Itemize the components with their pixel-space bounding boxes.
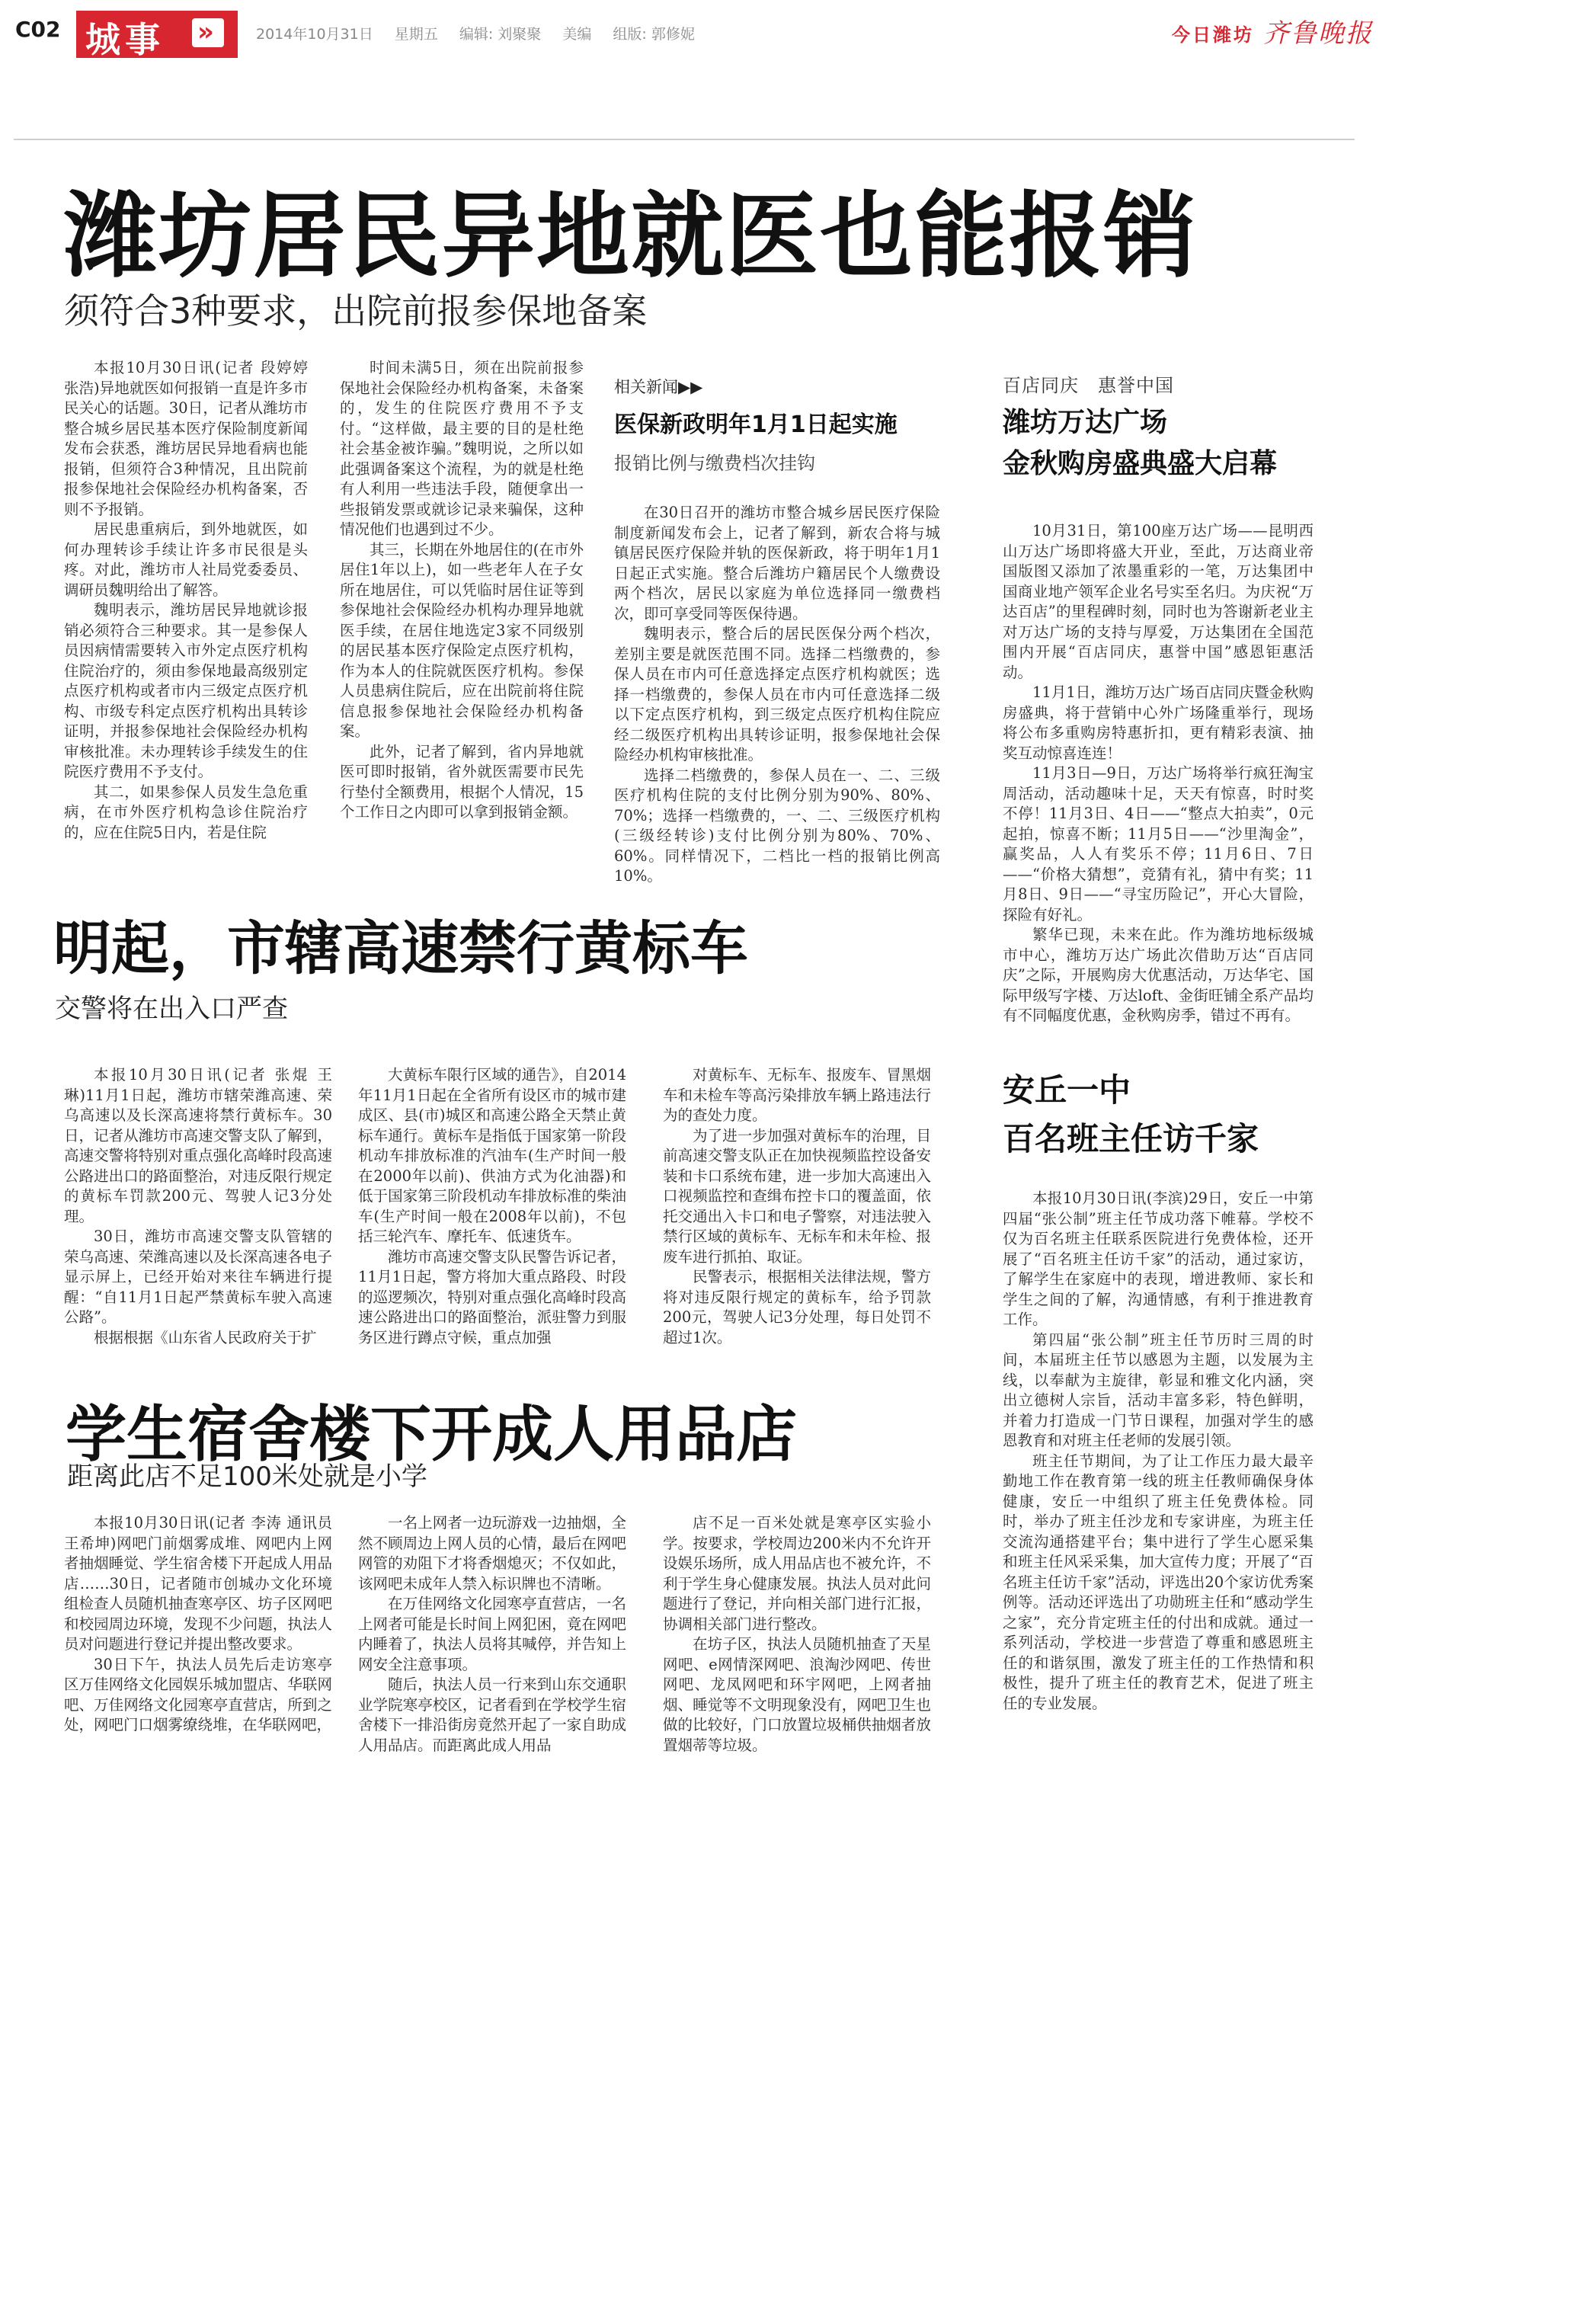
double-chevron-icon bbox=[192, 18, 224, 47]
article3-column-1 bbox=[64, 1513, 332, 1736]
related-news-paragraph: 在30日召开的潍坊市整合城乡居民医疗保险制度新闻发布会上，记者了解到，新农合将与城镇居民医疗保险并轨的医保新政，将于明年1月1日起正式实施。整合后潍坊户籍居民个人缴费设两个档次，居民以家庭为单位选择同一缴费档次，即可享受同等医保待遇。 bbox=[614, 504, 940, 623]
wanda-headline-line1: 潍坊万达广场 bbox=[1003, 407, 1168, 438]
related-news-subheadline: 报销比例与缴费档次挂钩 bbox=[614, 453, 815, 474]
article3-column-3 bbox=[663, 1513, 931, 1756]
wanda-paragraph: 繁华已现，未来在此。作为潍坊地标级城市中心，潍坊万达广场此次借助万达“百店同庆”之际，开展购房大优惠活动，万达华宅、国际甲级写字楼、万达loft、金街旺铺全系产品均有不同幅度优惠，金秋购房季，错过不再有。 bbox=[1003, 926, 1314, 1024]
article1-column-1 bbox=[64, 358, 308, 843]
article2-paragraph: 民警表示，根据相关法律法规，警方将对违反限行规定的黄标车，给予罚款200元，驾驶人记3分处理，每日处罚不超过1次。 bbox=[663, 1268, 931, 1346]
article2-paragraph: 为了进一步加强对黄标车的治理，目前高速交警支队正在加快视频监控设备安装和卡口系统布建，进一步加大高速出入口视频监控和查缉布控卡口的覆盖面，依托交通出入卡口和电子警察，对违法驶入禁行区域的黄标车、无标车和未年检、报废车进行抓拍、取证。 bbox=[663, 1126, 931, 1266]
section-title: 城事 bbox=[85, 19, 165, 60]
article2-headline: 明起，市辖高速禁行黄标车 bbox=[53, 914, 748, 982]
wanda-paragraph: 10月31日，第100座万达广场——昆明西山万达广场即将盛大开业，至此，万达商业帝国版图又添加了浓墨重彩的一笔，万达集团中国商业地产领军企业名号实至名归。为庆祝“万达百店”的里程碑时刻，同时也为答谢新老业主对万达广场的支持与厚爱，万达集团在全国范围内开展“百店同庆，惠誉中国”感恩钜惠活动。 bbox=[1003, 522, 1314, 681]
proof-credit: 组版: 郭修妮 bbox=[613, 26, 695, 43]
anqiu-paragraph: 本报10月30日讯(李滨)29日，安丘一中第四届“张公制”班主任节成功落下帷幕。学校不仅为百名班主任联系医院进行免费体检，还开展了“百名班主任访千家”的活动，通过家访，了解学生在家庭中的表现，增进教师、家长和学生之间的了解，沟通情感，有利于推进教育工作。 bbox=[1003, 1189, 1314, 1328]
related-news-paragraph: 选择二档缴费的，参保人员在一、二、三级医疗机构住院的支付比例分别为90%、80%、70%；选择一档缴费的，一、二、三级医疗机构(三级经转诊)支付比例分别为80%、70%、60%。同样情况下，二档比一档的报销比例高10%。 bbox=[614, 766, 940, 885]
article1-paragraph: 此外，记者了解到，省内异地就医可即时报销，省外就医需要市民先行垫付全额费用，根据个人情况，15个工作日之内即可以拿到报销金额。 bbox=[340, 742, 584, 821]
related-news-paragraph: 魏明表示，整合后的居民医保分两个档次，差别主要是就医范围不同。选择二档缴费的，参保人员在市内可任意选择定点医疗机构就医；选择一档缴费的，参保人员在市内可任意选择二级以下定点医疗机构，到三级定点医疗机构住院应经二级医疗机构出具转诊证明，报参保地社会保险经办机构审核批准。 bbox=[614, 625, 940, 763]
issue-weekday: 星期五 bbox=[394, 26, 438, 43]
anqiu-paragraph: 第四届“张公制”班主任节历时三周的时间，本届班主任节以感恩为主题，以发展为主线，以奉献为主旋律，彰显和雅文化内涵，突出立德树人宗旨，活动丰富多彩，特色鲜明，并着力打造成一门节日课程，加强对学生的感恩教育和对班主任老师的发展引领。 bbox=[1003, 1330, 1314, 1449]
designer-credit: 美编 bbox=[562, 26, 592, 43]
header-divider bbox=[14, 139, 1355, 140]
article1-paragraph: 其三，长期在外地居住的(在市外居住1年以上)，如一些老年人在子女所在地居住，可以凭临时居住证等到参保地社会保险经办机构办理异地就医手续，在居住地选定3家不同级别的居民基本医疗保险定点医疗机构，作为本人的住院就医医疗机构。参保人员患病住院后，应在出院前将住院信息报参保地社会保险经办机构备案。 bbox=[340, 540, 584, 740]
article3-paragraph: 随后，执法人员一行来到山东交通职业学院寒亭校区，记者看到在学校学生宿舍楼下一排沿街房竟然开起了一家自助成人用品店。而距离此成人用品 bbox=[358, 1676, 626, 1754]
related-news-body bbox=[614, 503, 940, 887]
anqiu-paragraph: 班主任节期间，为了让工作压力最大最辛勤地工作在教育第一线的班主任教师确保身体健康，安丘一中组织了班主任免费体检。同时，举办了班主任沙龙和专家讲座，为班主任交流沟通搭建平台；集中进行了学生心愿采集和班主任风采采集，加大宣传力度；开展了“百名班主任访千家”活动，评选出20个家访优秀案例等。活动还评选出了功勋班主任和“感动学生之家”，充分肯定班主任的付出和成就。通过一系列活动，学校进一步营造了尊重和感恩班主任的和谐氛围，激发了班主任的工作热情和积极性，提升了班主任的教育艺术，促进了班主任的专业发展。 bbox=[1003, 1452, 1314, 1712]
article2-column-2 bbox=[358, 1065, 626, 1348]
anqiu-headline-line1: 安丘一中 bbox=[1003, 1071, 1131, 1109]
article2-subheadline: 交警将在出入口严查 bbox=[55, 994, 288, 1024]
article2-paragraph: 本报10月30日讯(记者 张焜 王琳)11月1日起，潍坊市辖荣潍高速、荣乌高速以及长深高速将禁行黄标车。30日，记者从潍坊市高速交警支队了解到，高速交警将特别对重点强化高峰时段高速公路进出口的路面整治，对违反限行规定的黄标车罚款200元、驾驶人记3分处理。 bbox=[64, 1066, 332, 1225]
article2-paragraph: 30日，潍坊市高速交警支队管辖的荣乌高速、荣潍高速以及长深高速各电子显示屏上，已经开始对来往车辆进行提醒：“自11月1日起严禁黄标车驶入高速公路”。 bbox=[64, 1228, 332, 1326]
article3-paragraph: 一名上网者一边玩游戏一边抽烟，全然不顾周边上网人员的心情，最后在网吧网管的劝阻下才将香烟熄灭；不仅如此，该网吧未成年人禁入标识牌也不清晰。 bbox=[358, 1514, 626, 1593]
article3-paragraph: 店不足一百米处就是寒亭区实验小学。按要求，学校周边200米内不允许开设娱乐场所，成人用品店也不被允许，不利于学生身心健康发展。执法人员对此问题进行了登记，并向相关部门进行汇报，协调相关部门进行整改。 bbox=[663, 1514, 931, 1633]
related-news-headline: 医保新政明年1月1日起实施 bbox=[614, 411, 898, 438]
article1-paragraph: 时间未满5日，须在出院前报参保地社会保险经办机构备案，未备案的，发生的住院医疗费用不予支付。“这样做，最主要的目的是杜绝社会基金被诈骗。”魏明说，之所以如此强调备案这个流程，为的就是杜绝有人利用一些违法手段，随便拿出一些报销发票或就诊记录来骗保，这种情况他们也遇到过不少。 bbox=[340, 359, 584, 538]
article3-headline: 学生宿舍楼下开成人用品店 bbox=[66, 1399, 797, 1470]
article1-paragraph: 魏明表示，潍坊居民异地就诊报销必须符合三种要求。其一是参保人员因病情需要转入市外定点医疗机构住院治疗的，须由参保地最高级别定点医疗机构或者市内三级定点医疗机构、市级专科定点医疗机构出具转诊证明，并报参保地社会保险经办机构审核批准。未办理转诊手续发生的住院医疗费用不予支付。 bbox=[64, 601, 308, 780]
article3-paragraph: 30日下午，执法人员先后走访寒亭区万佳网络文化园娱乐城加盟店、华联网吧、万佳网络文化园寒亭直营店，所到之处，网吧门口烟雾缭绕堆，在华联网吧， bbox=[64, 1655, 332, 1733]
wanda-paragraph: 11月1日，潍坊万达广场百店同庆暨金秋购房盛典，将于营销中心外广场隆重举行，现场将公布多重购房特惠折扣，更有精彩表演、抽奖互动惊喜连连！ bbox=[1003, 683, 1314, 762]
article3-column-2 bbox=[358, 1513, 626, 1756]
wanda-body bbox=[1003, 521, 1314, 1026]
article1-headline: 潍坊居民异地就医也能报销 bbox=[64, 182, 1198, 290]
article2-column-3 bbox=[663, 1065, 931, 1348]
article2-paragraph: 根据根据《山东省人民政府关于扩 bbox=[94, 1328, 317, 1346]
article3-subheadline: 距离此店不足100米处就是小学 bbox=[67, 1461, 427, 1492]
related-news-label: 相关新闻▶▶ bbox=[614, 378, 703, 396]
article1-paragraph: 其二，如果参保人员发生急危重病，在市外医疗机构急诊住院治疗的，应在住院5日内，若是住院 bbox=[64, 783, 308, 841]
page-number: C02 bbox=[15, 17, 61, 42]
article1-subheadline: 须符合3种要求，出院前报参保地备案 bbox=[64, 290, 648, 331]
article2-paragraph: 对黄标车、无标车、报废车、冒黑烟车和未检车等高污染排放车辆上路违法行为的查处力度。 bbox=[663, 1066, 931, 1124]
wanda-kicker: 百店同庆 惠誉中国 bbox=[1003, 375, 1174, 396]
article2-paragraph: 潍坊市高速交警支队民警告诉记者，11月1日起，警方将加大重点路段、时段的巡逻频次，特别对重点强化高峰时段高速公路进出口的路面整治，派驻警力到服务区进行蹲点守候，重点加强 bbox=[358, 1247, 626, 1346]
newspaper-logo: 齐鲁晚报 bbox=[1263, 18, 1373, 49]
anqiu-headline-line2: 百名班主任访千家 bbox=[1003, 1120, 1259, 1157]
wanda-headline-line2: 金秋购房盛典盛大启幕 bbox=[1003, 448, 1278, 479]
article1-paragraph: 本报10月30日讯(记者 段婷婷 张浩)异地就医如何报销一直是许多市民关心的话题。30日，记者从潍坊市整合城乡居民基本医疗保险制度新闻发布会获悉，潍坊居民异地看病也能报销，但须符合3种情况，且出院前报参保地社会保险经办机构备案，否则不予报销。 bbox=[64, 359, 308, 518]
section-arrow-glyph: » bbox=[197, 17, 206, 47]
article3-paragraph: 本报10月30日讯(记者 李涛 通讯员 王希坤)网吧门前烟雾成堆、网吧内上网者抽烟睡觉、学生宿舍楼下开起成人用品店……30日，记者随市创城办文化环境组检查人员随机抽查寒亭区、坊子区网吧和校园周边环境，发现不少问题，执法人员对问题进行登记并提出整改要求。 bbox=[64, 1514, 332, 1653]
editor-credit: 编辑: 刘聚聚 bbox=[459, 26, 542, 43]
wanda-paragraph: 11月3日—9日，万达广场将举行疯狂淘宝周活动，活动趣味十足，天天有惊喜，时时奖不停！11月3日、4日——“整点大拍卖”，0元起拍，惊喜不断；11月5日——“沙里淘金”，赢奖品，人人有奖乐不停；11月6日、7日——“价格大猜想”，竞猜有礼，猜中有奖；11月8日、9日——“寻宝历险记”，开心大冒险，探险有好礼。 bbox=[1003, 764, 1314, 924]
article3-paragraph: 在坊子区，执法人员随机抽查了天星网吧、e网情深网吧、浪淘沙网吧、传世网吧、龙凤网吧和环宇网吧，上网者抽烟、睡觉等不文明现象没有，网吧卫生也做的比较好，门口放置垃圾桶供抽烟者放置烟蒂等垃圾。 bbox=[663, 1635, 931, 1754]
article1-paragraph: 居民患重病后，到外地就医，如何办理转诊手续让许多市民很是头疼。对此，潍坊市人社局党委委员、调研员魏明给出了解答。 bbox=[64, 520, 308, 599]
article1-column-2 bbox=[340, 358, 584, 823]
article2-column-1 bbox=[64, 1065, 332, 1348]
article3-paragraph: 在万佳网络文化园寒亭直营店，一名上网者可能是长时间上网犯困，竟在网吧内睡着了，执法人员将其喊停，并告知上网安全注意事项。 bbox=[358, 1595, 626, 1673]
edition-label: 今日潍坊 bbox=[1172, 24, 1254, 46]
anqiu-body bbox=[1003, 1189, 1314, 1714]
issue-meta bbox=[256, 23, 712, 43]
issue-date: 2014年10月31日 bbox=[256, 26, 373, 43]
article2-paragraph: 大黄标车限行区域的通告》，自2014年11月1日起在全省所有设区市的城市建成区、县(市)城区和高速公路全天禁止黄标车通行。黄标车是指低于国家第一阶段机动车排放标准的汽油车(生产时间一般在2000年以前)、供油方式为化油器)和低于国家第三阶段机动车排放标准的柴油车(生产时间一般在2008年以前)，不包括三轮汽车、摩托车、低速货车。 bbox=[358, 1066, 626, 1245]
